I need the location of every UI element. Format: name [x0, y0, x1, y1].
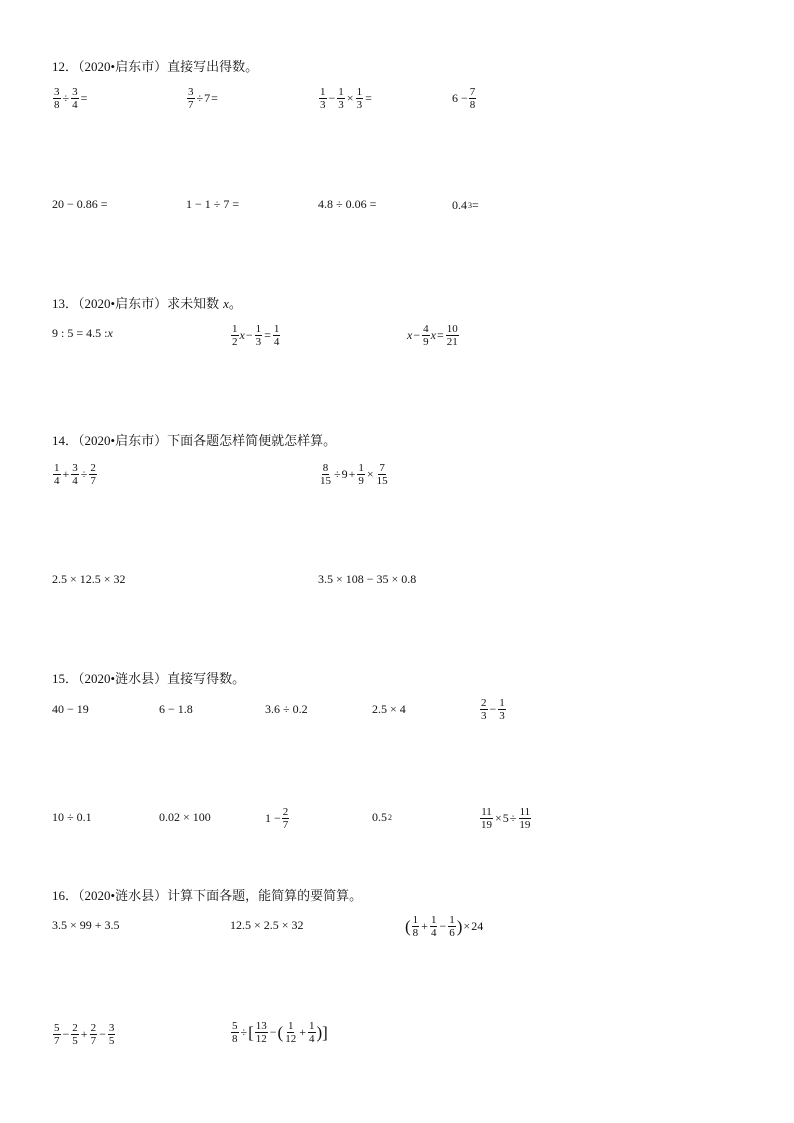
question-16-heading [52, 885, 362, 904]
q13-expr-2: 1 2 x − $\frac{1}{3}$ = $\frac{1}{4}$ [232, 323, 280, 348]
q14-expr-3: 2.5 × 12.5 × 32 [52, 572, 126, 586]
q15-expr-6: 10 ÷ 0.1 [52, 810, 92, 824]
question-source: （2020•启东市） [78, 433, 168, 448]
question-number: 16． [52, 888, 79, 903]
q12-expr-6: 1 − 1 ÷ 7 = [186, 197, 240, 211]
fraction: $\frac{1}{9}$ [358, 462, 364, 487]
question-number: 15． [52, 671, 79, 686]
fraction: $\frac{1}{4}$ [273, 323, 280, 348]
q13-expr-3: x − $\frac{4}{9}$ x = $\frac{10}{21}$ [407, 323, 458, 348]
fraction: $\frac{1}{3}$ [356, 86, 363, 111]
q14-expr-1: 1 4 + $\frac{3}{4}$ ÷ $\frac{2}{7}$ [54, 462, 96, 487]
fraction: $\frac{1}{3}$ [499, 697, 505, 722]
q16-expr-3: ( 1 8 + $\frac{1}{4}$ − $\frac{1}{6}$ ) × 24 [405, 914, 484, 939]
q15-expr-1: 40 − 19 [52, 702, 89, 716]
fraction: $\frac{10}{21}$ [446, 323, 458, 348]
q16-expr-2: 12.5 × 2.5 × 32 [230, 918, 304, 932]
q13-expr-1: 9 : 5 = 4.5 : x [52, 326, 113, 340]
fraction: $\frac{1}{6}$ [449, 914, 455, 939]
q15-expr-8: 1 − $\frac{2}{7}$ [265, 806, 289, 831]
variable: x [223, 296, 229, 311]
fraction: $\frac{2}{7}$ [90, 462, 96, 487]
fraction: $\frac{3}{4}$ [72, 86, 78, 111]
q16-expr-4: 5 7 − $\frac{2}{5}$ + $\frac{2}{7}$ − $\frac{3}{5}$ [54, 1022, 115, 1047]
q16-expr-5: $\frac{5}{8}$ ÷ [ 13 12 − ( 1 12 + $\frac{1}{4}$ ) ] [232, 1020, 328, 1045]
q15-expr-4: 2.5 × 4 [372, 702, 406, 716]
question-source: （2020•涟水县） [78, 671, 168, 686]
fraction: 5 7 [54, 1022, 60, 1047]
q12-expr-3: 1 3 − $\frac{1}{3}$ × $\frac{1}{3}$ = [320, 86, 372, 111]
fraction: 2 3 [481, 697, 487, 722]
fraction: $\frac{5}{8}$ [232, 1020, 238, 1045]
fraction: $\frac{8}{15}$ [320, 462, 331, 487]
fraction: $\frac{4}{9}$ [423, 323, 429, 348]
question-text: 直接写出得数。 [167, 59, 259, 74]
q15-expr-7: 0.02 × 100 [159, 810, 211, 824]
fraction: $\frac{3}{4}$ [72, 462, 78, 487]
q12-expr-4: 6 − $\frac{7}{8}$ [452, 86, 476, 111]
question-source: （2020•启东市） [78, 59, 168, 74]
fraction: 1 8 [412, 914, 419, 939]
q12-expr-1: $\frac{3}{8}$ ÷ $\frac{3}{4}$ = [54, 86, 88, 111]
fraction: $\frac{1}{3}$ [338, 86, 344, 111]
q15-expr-5: 2 3 − $\frac{1}{3}$ [481, 697, 505, 722]
question-number: 12． [52, 59, 79, 74]
q12-expr-2: $\frac{3}{7}$ ÷ 7 = [188, 86, 218, 111]
fraction: $\frac{1}{3}$ [255, 323, 262, 348]
fraction: 1 12 [285, 1020, 297, 1045]
question-13-heading: 13．（2020•启东市）求未知数 x。 [52, 296, 242, 311]
fraction: 1 3 [320, 86, 326, 111]
q15-expr-10: $\frac{11}{19}$ × 5 ÷ $\frac{11}{19}$ [481, 806, 531, 831]
question-number: 14． [52, 433, 79, 448]
question-text: 求未知数 [167, 296, 220, 311]
question-14-heading [52, 430, 336, 449]
fraction: 13 12 [255, 1020, 267, 1045]
fraction: 1 4 [54, 462, 60, 487]
fraction: $\frac{3}{5}$ [108, 1022, 115, 1047]
fraction: $\frac{3}{8}$ [54, 86, 60, 111]
q16-expr-1: 3.5 × 99 + 3.5 [52, 918, 120, 932]
q14-expr-2: $\frac{8}{15}$ ÷ 9 + $\frac{1}{9}$ × $\frac{7}{15}$ [320, 462, 388, 487]
fraction: $\frac{3}{7}$ [188, 86, 194, 111]
question-15-heading [52, 668, 245, 687]
fraction: $\frac{1}{4}$ [309, 1020, 315, 1045]
q15-expr-9: 0.5 2 [372, 810, 392, 824]
q12-expr-7: 4.8 ÷ 0.06 = [318, 197, 377, 211]
question-12-heading [52, 56, 258, 75]
fraction: $\frac{11}{19}$ [481, 806, 492, 831]
fraction: $\frac{1}{4}$ [430, 914, 437, 939]
fraction: $\frac{2}{7}$ [282, 806, 289, 831]
question-source: （2020•涟水县） [78, 888, 168, 903]
question-text: 下面各题怎样简便就怎样算。 [167, 433, 337, 448]
question-source: （2020•启东市） [78, 296, 168, 311]
fraction: $\frac{11}{19}$ [519, 806, 531, 831]
fraction: $\frac{2}{5}$ [72, 1022, 78, 1047]
question-text: 计算下面各题，能简算的要简算。 [167, 888, 363, 903]
q12-expr-8: 0.4 3 = [452, 198, 479, 212]
fraction: $\frac{7}{15}$ [376, 462, 388, 487]
question-text: 直接写得数。 [167, 671, 246, 686]
fraction: $\frac{7}{8}$ [469, 86, 476, 111]
q15-expr-2: 6 − 1.8 [159, 702, 193, 716]
q14-expr-4: 3.5 × 108 − 35 × 0.8 [318, 572, 417, 586]
q15-expr-3: 3.6 ÷ 0.2 [265, 702, 308, 716]
fraction: 1 2 [232, 323, 238, 348]
q12-expr-5: 20 − 0.86 = [52, 197, 108, 211]
fraction: $\frac{2}{7}$ [90, 1022, 97, 1047]
question-number: 13． [52, 296, 79, 311]
